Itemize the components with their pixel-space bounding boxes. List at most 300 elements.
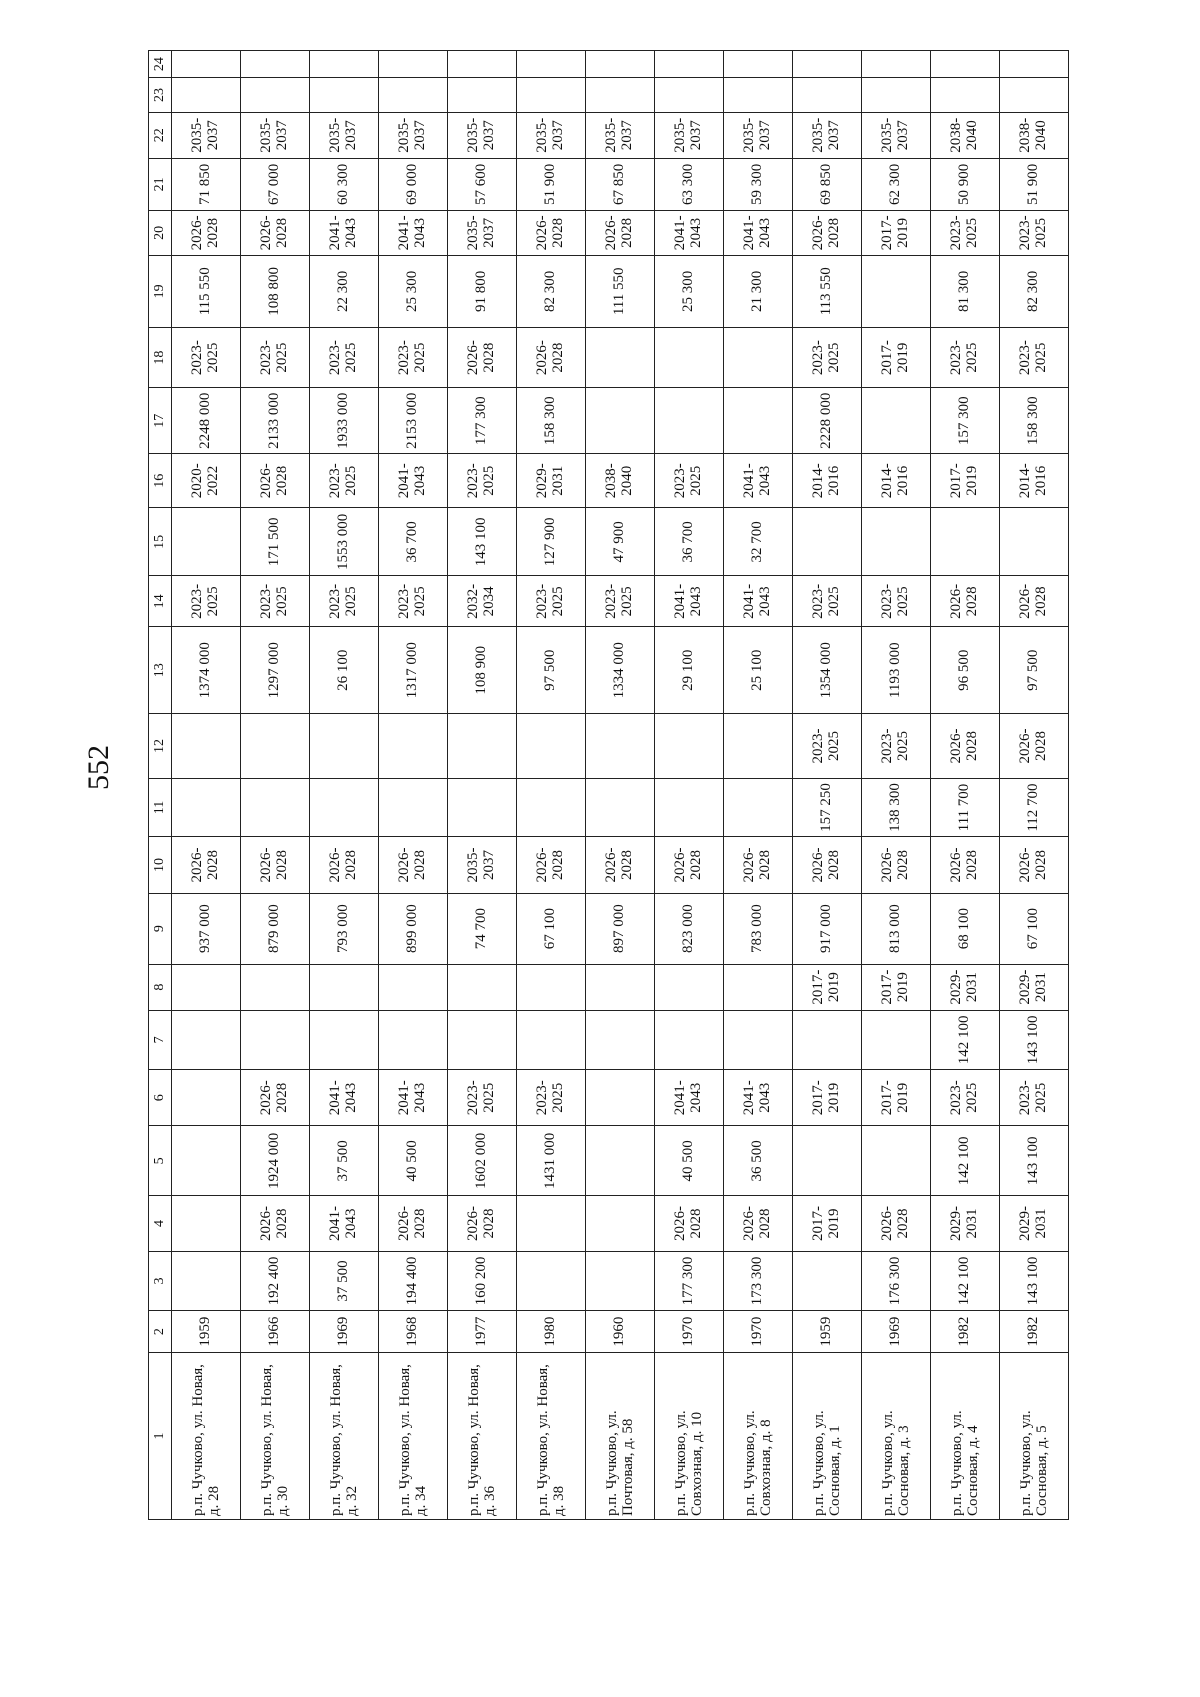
table-cell: 26 100 (310, 627, 379, 714)
table-cell (241, 778, 310, 836)
table-cell (310, 51, 379, 78)
table-cell: 143 100 (448, 508, 517, 576)
table-cell: 2023-2025 (931, 327, 1000, 388)
table-cell: 36 500 (724, 1126, 793, 1196)
table-cell: 2023-2025 (310, 454, 379, 508)
address-cell: р.п. Чучково, ул. Новая, д. 30 (241, 1352, 310, 1519)
table-cell: 2023-2025 (172, 576, 241, 627)
table-cell: 2023-2025 (517, 576, 586, 627)
table-cell: 2026-2028 (655, 837, 724, 893)
table-cell (931, 508, 1000, 576)
table-cell (241, 78, 310, 112)
page-number: 552 (82, 745, 115, 790)
table-cell (586, 778, 655, 836)
column-number-3: 3 (149, 1251, 172, 1311)
table-cell: 1334 000 (586, 627, 655, 714)
column-number-21: 21 (149, 158, 172, 210)
table-cell: 111 700 (931, 778, 1000, 836)
column-number-19: 19 (149, 255, 172, 327)
table-cell: 2026-2028 (241, 1070, 310, 1126)
table-cell (655, 388, 724, 454)
table-cell: 2017-2019 (793, 964, 862, 1010)
table-cell (586, 714, 655, 779)
table-cell: 32 700 (724, 508, 793, 576)
table-cell (586, 1126, 655, 1196)
table-cell: 82 300 (517, 255, 586, 327)
table-row (724, 51, 793, 1520)
table-cell: 2023-2025 (655, 454, 724, 508)
table-cell: 2023-2025 (310, 576, 379, 627)
table-cell: 1969 (310, 1311, 379, 1353)
column-number-17: 17 (149, 388, 172, 454)
table-cell: 143 100 (1000, 1251, 1069, 1311)
table-cell: 2041-2043 (655, 210, 724, 255)
table-cell: 171 500 (241, 508, 310, 576)
table-cell: 2029-2031 (931, 964, 1000, 1010)
table-cell (724, 964, 793, 1010)
table-cell: 2014-2016 (1000, 454, 1069, 508)
table-cell: 2026-2028 (586, 210, 655, 255)
table-cell (586, 1251, 655, 1311)
table-cell (172, 714, 241, 779)
table-cell: 937 000 (172, 893, 241, 964)
column-number-22: 22 (149, 112, 172, 158)
table-cell: 2038-2040 (586, 454, 655, 508)
column-number-15: 15 (149, 508, 172, 576)
table-cell (310, 778, 379, 836)
table-cell: 2023-2025 (517, 1070, 586, 1126)
table-cell (655, 778, 724, 836)
table-cell: 1982 (931, 1311, 1000, 1353)
table-cell: 67 100 (517, 893, 586, 964)
table-cell: 2020-2022 (172, 454, 241, 508)
table-cell: 108 800 (241, 255, 310, 327)
table-cell: 783 000 (724, 893, 793, 964)
table-cell: 22 300 (310, 255, 379, 327)
table-cell (172, 1251, 241, 1311)
table-cell: 91 800 (448, 255, 517, 327)
table-cell: 2041-2043 (379, 1070, 448, 1126)
column-number-23: 23 (149, 78, 172, 112)
table-cell: 36 700 (379, 508, 448, 576)
table-cell: 37 500 (310, 1126, 379, 1196)
table-cell: 2029-2031 (931, 1196, 1000, 1251)
table-cell: 108 900 (448, 627, 517, 714)
table-cell: 62 300 (862, 158, 931, 210)
table-cell (586, 1196, 655, 1251)
table-cell (724, 78, 793, 112)
table-cell: 823 000 (655, 893, 724, 964)
column-number-20: 20 (149, 210, 172, 255)
table-cell: 2023-2025 (241, 576, 310, 627)
table-cell (724, 778, 793, 836)
table-cell: 67 100 (1000, 893, 1069, 964)
table-cell: 1933 000 (310, 388, 379, 454)
table-cell (379, 51, 448, 78)
table-cell: 143 100 (1000, 1126, 1069, 1196)
table-row (931, 51, 1000, 1520)
table-cell: 2035-2037 (448, 210, 517, 255)
table-cell: 813 000 (862, 893, 931, 964)
table-cell (586, 388, 655, 454)
table-cell: 2023-2025 (172, 327, 241, 388)
table-cell: 2023-2025 (793, 576, 862, 627)
address-cell: р.п. Чучково, ул. Почтовая, д. 58 (586, 1352, 655, 1519)
table-cell: 1354 000 (793, 627, 862, 714)
table-cell (379, 1010, 448, 1070)
table-cell: 158 300 (517, 388, 586, 454)
address-cell: р.п. Чучково, ул. Сосновая, д. 4 (931, 1352, 1000, 1519)
address-cell: р.п. Чучково, ул. Сосновая, д. 5 (1000, 1352, 1069, 1519)
table-cell: 2035-2037 (586, 112, 655, 158)
address-cell: р.п. Чучково, ул. Сосновая, д. 1 (793, 1352, 862, 1519)
table-cell: 40 500 (655, 1126, 724, 1196)
table-cell (724, 327, 793, 388)
table-cell: 2026-2028 (241, 454, 310, 508)
table-cell (517, 78, 586, 112)
table-cell: 1924 000 (241, 1126, 310, 1196)
address-cell: р.п. Чучково, ул. Сосновая, д. 3 (862, 1352, 931, 1519)
table-cell: 2026-2028 (517, 210, 586, 255)
table-cell: 2023-2025 (862, 576, 931, 627)
column-number-row (149, 51, 172, 1520)
address-cell: р.п. Чучково, ул. Новая, д. 28 (172, 1352, 241, 1519)
table-cell: 2023-2025 (931, 210, 1000, 255)
table-cell (172, 1126, 241, 1196)
table-cell: 97 500 (517, 627, 586, 714)
column-number-7: 7 (149, 1010, 172, 1070)
table-cell: 2017-2019 (862, 1070, 931, 1126)
table-cell (448, 51, 517, 78)
table-cell: 2035-2037 (793, 112, 862, 158)
column-number-12: 12 (149, 714, 172, 779)
table-cell: 2023-2025 (862, 714, 931, 779)
table-cell (724, 51, 793, 78)
table-cell (793, 78, 862, 112)
table-cell (517, 1010, 586, 1070)
column-number-10: 10 (149, 837, 172, 893)
table-cell: 2035-2037 (655, 112, 724, 158)
table-cell: 2035-2037 (379, 112, 448, 158)
table-cell: 2026-2028 (517, 327, 586, 388)
table-cell: 1297 000 (241, 627, 310, 714)
table-cell (724, 1010, 793, 1070)
column-number-13: 13 (149, 627, 172, 714)
column-number-2: 2 (149, 1311, 172, 1353)
table-cell: 2023-2025 (448, 454, 517, 508)
table-cell (655, 964, 724, 1010)
table-cell: 40 500 (379, 1126, 448, 1196)
table-cell: 2023-2025 (793, 714, 862, 779)
table-cell (517, 714, 586, 779)
table-cell: 2017-2019 (862, 964, 931, 1010)
address-cell: р.п. Чучково, ул. Совхозная, д. 10 (655, 1352, 724, 1519)
table-cell (724, 388, 793, 454)
table-cell: 2041-2043 (310, 1196, 379, 1251)
table-cell (241, 714, 310, 779)
table-cell (448, 78, 517, 112)
column-number-6: 6 (149, 1070, 172, 1126)
table-cell: 111 550 (586, 255, 655, 327)
table-cell: 2026-2028 (862, 1196, 931, 1251)
table-cell: 2023-2025 (1000, 327, 1069, 388)
table-cell (655, 78, 724, 112)
table-cell: 2026-2028 (241, 210, 310, 255)
table-cell: 2032-2034 (448, 576, 517, 627)
table-cell (862, 508, 931, 576)
table-cell: 2153 000 (379, 388, 448, 454)
column-number-1: 1 (149, 1352, 172, 1519)
table-cell: 36 700 (655, 508, 724, 576)
table-cell: 2026-2028 (1000, 837, 1069, 893)
table-cell: 1960 (586, 1311, 655, 1353)
table-cell: 173 300 (724, 1251, 793, 1311)
table-cell: 2026-2028 (793, 210, 862, 255)
table-cell: 899 000 (379, 893, 448, 964)
table-cell (655, 327, 724, 388)
table-cell: 2035-2037 (172, 112, 241, 158)
table-cell (448, 778, 517, 836)
table-cell: 177 300 (448, 388, 517, 454)
table-cell (517, 51, 586, 78)
table-cell: 2017-2019 (862, 327, 931, 388)
table-cell: 115 550 (172, 255, 241, 327)
table-cell: 1970 (655, 1311, 724, 1353)
table-cell (172, 1196, 241, 1251)
table-cell (862, 78, 931, 112)
table-cell: 25 300 (655, 255, 724, 327)
table-cell (310, 78, 379, 112)
table-cell: 82 300 (1000, 255, 1069, 327)
table-cell: 57 600 (448, 158, 517, 210)
table-cell: 142 100 (931, 1010, 1000, 1070)
table-cell (379, 78, 448, 112)
table-row (586, 51, 655, 1520)
table-cell (379, 964, 448, 1010)
table-cell: 158 300 (1000, 388, 1069, 454)
address-cell: р.п. Чучково, ул. Совхозная, д. 8 (724, 1352, 793, 1519)
table-cell: 2038-2040 (1000, 112, 1069, 158)
table-cell: 2026-2028 (448, 1196, 517, 1251)
table-cell: 2041-2043 (655, 1070, 724, 1126)
table-row (379, 51, 448, 1520)
table-cell: 177 300 (655, 1251, 724, 1311)
table-cell: 63 300 (655, 158, 724, 210)
table-cell: 2023-2025 (931, 1070, 1000, 1126)
table-cell: 2026-2028 (724, 1196, 793, 1251)
table-cell: 1959 (172, 1311, 241, 1353)
table-cell: 1374 000 (172, 627, 241, 714)
table-cell: 1966 (241, 1311, 310, 1353)
table-cell: 143 100 (1000, 1010, 1069, 1070)
table-cell: 2035-2037 (862, 112, 931, 158)
table-cell: 2026-2028 (310, 837, 379, 893)
table-row (655, 51, 724, 1520)
table-cell (586, 1010, 655, 1070)
table-cell: 2026-2028 (172, 837, 241, 893)
table-cell: 74 700 (448, 893, 517, 964)
table-cell: 2041-2043 (379, 454, 448, 508)
table-cell: 2026-2028 (172, 210, 241, 255)
table-cell: 25 300 (379, 255, 448, 327)
table-cell: 194 400 (379, 1251, 448, 1311)
table-cell: 21 300 (724, 255, 793, 327)
table-cell (1000, 78, 1069, 112)
table-cell: 2038-2040 (931, 112, 1000, 158)
table-cell: 2029-2031 (1000, 1196, 1069, 1251)
table-cell: 1193 000 (862, 627, 931, 714)
table-cell: 112 700 (1000, 778, 1069, 836)
table-cell: 2026-2028 (241, 837, 310, 893)
table-cell: 2023-2025 (448, 1070, 517, 1126)
table-cell: 1980 (517, 1311, 586, 1353)
table-row (241, 51, 310, 1520)
table-cell: 2035-2037 (517, 112, 586, 158)
table-cell (310, 964, 379, 1010)
table-cell: 2026-2028 (1000, 714, 1069, 779)
column-number-4: 4 (149, 1196, 172, 1251)
table-cell: 1602 000 (448, 1126, 517, 1196)
table-cell: 81 300 (931, 255, 1000, 327)
table-cell (172, 78, 241, 112)
table-cell (172, 1010, 241, 1070)
table-cell: 2026-2028 (448, 327, 517, 388)
table-cell (517, 778, 586, 836)
table-cell: 1969 (862, 1311, 931, 1353)
column-number-18: 18 (149, 327, 172, 388)
address-cell: р.п. Чучково, ул. Новая, д. 36 (448, 1352, 517, 1519)
table-cell: 176 300 (862, 1251, 931, 1311)
table-cell: 2023-2025 (1000, 210, 1069, 255)
table-cell (586, 51, 655, 78)
table-cell: 1553 000 (310, 508, 379, 576)
table-cell (931, 51, 1000, 78)
table-cell: 2248 000 (172, 388, 241, 454)
table-cell: 917 000 (793, 893, 862, 964)
table-cell: 68 100 (931, 893, 1000, 964)
column-number-8: 8 (149, 964, 172, 1010)
table-cell (931, 78, 1000, 112)
table-cell: 2035-2037 (310, 112, 379, 158)
table-cell: 67 850 (586, 158, 655, 210)
table-cell: 2026-2028 (793, 837, 862, 893)
table-cell (241, 964, 310, 1010)
table-cell (172, 1070, 241, 1126)
table-cell (793, 1251, 862, 1311)
rotated-table-container (148, 50, 1058, 1520)
table-row (1000, 51, 1069, 1520)
table-cell: 160 200 (448, 1251, 517, 1311)
table-cell (655, 51, 724, 78)
table-cell: 2041-2043 (724, 454, 793, 508)
table-cell (379, 714, 448, 779)
table-cell (586, 964, 655, 1010)
address-cell: р.п. Чучково, ул. Новая, д. 34 (379, 1352, 448, 1519)
column-number-9: 9 (149, 893, 172, 964)
table-cell: 97 500 (1000, 627, 1069, 714)
table-cell: 2026-2028 (1000, 576, 1069, 627)
table-cell: 2023-2025 (241, 327, 310, 388)
table-cell (172, 51, 241, 78)
column-number-24: 24 (149, 51, 172, 78)
column-number-11: 11 (149, 778, 172, 836)
address-cell: р.п. Чучково, ул. Новая, д. 32 (310, 1352, 379, 1519)
table-cell: 192 400 (241, 1251, 310, 1311)
table-cell (862, 1010, 931, 1070)
table-cell: 897 000 (586, 893, 655, 964)
column-number-5: 5 (149, 1126, 172, 1196)
table-cell: 2017-2019 (931, 454, 1000, 508)
table-row (862, 51, 931, 1520)
table-cell: 2026-2028 (931, 714, 1000, 779)
table-body (172, 51, 1069, 1520)
table-cell: 71 850 (172, 158, 241, 210)
table-row (517, 51, 586, 1520)
table-cell (517, 1251, 586, 1311)
table-cell: 2041-2043 (655, 576, 724, 627)
table-cell: 2041-2043 (724, 210, 793, 255)
table-cell (586, 327, 655, 388)
table-cell: 47 900 (586, 508, 655, 576)
table-cell (379, 778, 448, 836)
table-cell: 2026-2028 (379, 1196, 448, 1251)
table-cell (793, 1126, 862, 1196)
table-cell (793, 51, 862, 78)
table-cell (862, 388, 931, 454)
table-cell: 67 000 (241, 158, 310, 210)
table-cell: 2035-2037 (724, 112, 793, 158)
table-cell (1000, 51, 1069, 78)
table-cell: 29 100 (655, 627, 724, 714)
table-cell: 69 850 (793, 158, 862, 210)
table-cell (655, 714, 724, 779)
table-cell: 37 500 (310, 1251, 379, 1311)
column-number-16: 16 (149, 454, 172, 508)
column-number-14: 14 (149, 576, 172, 627)
table-cell (1000, 508, 1069, 576)
table-cell: 2017-2019 (862, 210, 931, 255)
table-row (310, 51, 379, 1520)
table-cell: 2026-2028 (931, 837, 1000, 893)
table-cell: 2041-2043 (724, 576, 793, 627)
table-cell (586, 78, 655, 112)
table-cell: 2029-2031 (517, 454, 586, 508)
table-cell: 2041-2043 (310, 210, 379, 255)
table-cell: 96 500 (931, 627, 1000, 714)
table-cell: 2023-2025 (379, 576, 448, 627)
table-cell: 2026-2028 (862, 837, 931, 893)
table-cell: 793 000 (310, 893, 379, 964)
table-cell: 2014-2016 (793, 454, 862, 508)
table-cell: 2041-2043 (379, 210, 448, 255)
table-cell: 2026-2028 (586, 837, 655, 893)
table-cell (172, 508, 241, 576)
table-cell: 50 900 (931, 158, 1000, 210)
table-cell: 127 900 (517, 508, 586, 576)
table-cell (172, 778, 241, 836)
table-cell (310, 714, 379, 779)
repair-schedule-table (148, 50, 1069, 1520)
table-cell: 1982 (1000, 1311, 1069, 1353)
table-cell: 1431 000 (517, 1126, 586, 1196)
table-cell: 2023-2025 (379, 327, 448, 388)
table-cell (862, 1126, 931, 1196)
table-cell: 142 100 (931, 1251, 1000, 1311)
table-cell: 2026-2028 (241, 1196, 310, 1251)
table-cell: 2035-2037 (241, 112, 310, 158)
table-cell: 60 300 (310, 158, 379, 210)
table-cell (655, 1010, 724, 1070)
